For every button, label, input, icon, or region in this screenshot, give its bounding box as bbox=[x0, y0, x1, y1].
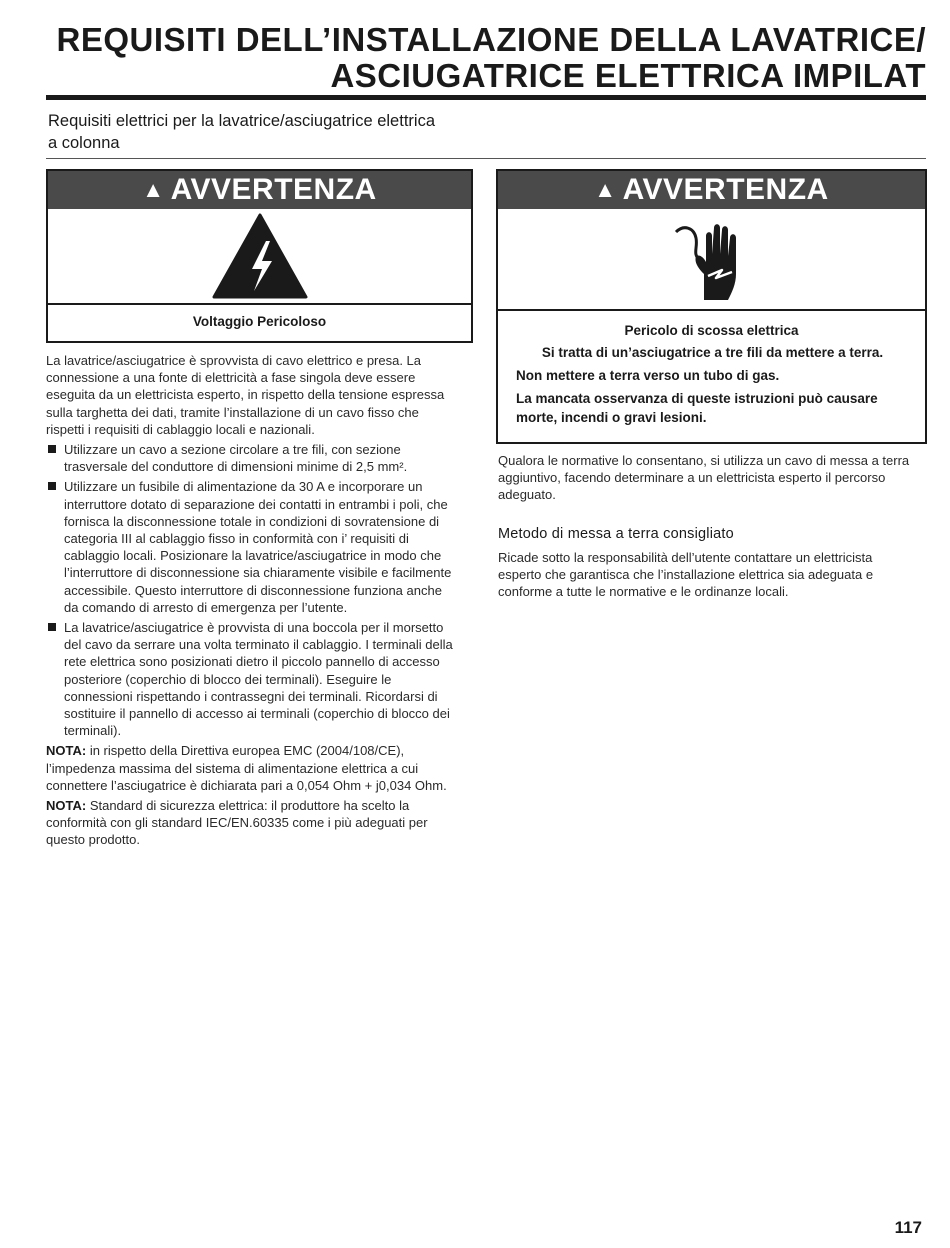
section-paragraph: Ricade sotto la responsabilità dell’utente contattare un elettricista esperto che garantisca che l’installazione elettrica sia adeguata e conforme a tutte le normative e le ordinanze locali. bbox=[498, 549, 874, 600]
warning-line: Si tratta di un’asciugatrice a tre fili da mettere a terra. bbox=[541, 345, 884, 360]
page-number: 117 bbox=[894, 1218, 922, 1237]
intro-paragraph: Qualora le normative lo consentano, si utilizza un cavo di messa a terra aggiuntivo, facendo determinare a un elettricista esperto il percorso adeguato. bbox=[498, 453, 910, 503]
list-item-text: Utilizzare un fusibile di alimentazione da 30 A e incorporare un interruttore dotato di separazione dei contatti in entrambi i poli, che fornisca la disconnessione totale in condizioni di sovratensione di categoria III al cablaggio fisso in conformità con i’ requisiti di cablaggio locali. Posizionare la lavatrice/asciugatrice in modo che l’interruttore di disconnessione sia chiaramente visibile e facilmente accessibile. Questo interruttore di disconnessione funziona anche da comando di arresto di emergenza per l’utente. bbox=[64, 479, 452, 615]
list-item-text: La lavatrice/asciugatrice è provvista di una boccola per il morsetto del cavo da serrare una volta terminato il cablaggio. I terminali della rete elettrica sono posizionati dietro il piccolo pannello di accesso posteriore (coperchio di blocco dei terminali). Eseguire le connessioni rispettando i contrassegni dei terminali. Ricordarsi di sostituire il pannello di accesso ai terminali (coperchio di blocco dei terminali). bbox=[64, 620, 453, 739]
warning-header bbox=[498, 171, 925, 209]
page-title-line-1: REQUISITI DELL’INSTALLAZIONE DELLA LAVATRICE/ bbox=[56, 21, 926, 58]
section-subtitle bbox=[48, 110, 435, 154]
warning-instructions bbox=[498, 343, 925, 439]
note-paragraph bbox=[46, 797, 458, 849]
note-text: in rispetto della Direttiva europea EMC (2004/108/CE), l’impedenza massima del sistema di alimentazione elettrica a cui connettere l’asciugatrice è dichiarata pari a 0,054 Ohm + j0,034 Ohm. bbox=[46, 743, 447, 793]
note-label: NOTA: bbox=[46, 798, 87, 814]
warning-box-voltage bbox=[46, 169, 473, 343]
warning-line: Non mettere a terra verso un tubo di gas. bbox=[516, 368, 780, 383]
list-item-text: Utilizzare un cavo a sezione circolare a tre fili, con sezione trasversale del conduttore di dimensioni minime di 2,5 mm². bbox=[64, 442, 408, 475]
warning-triangle-icon: ▲ bbox=[142, 177, 165, 202]
bullet-square-icon bbox=[48, 482, 56, 490]
electric-shock-hand-icon bbox=[498, 209, 925, 309]
subtitle-line-2: a colonna bbox=[48, 134, 120, 152]
warning-header bbox=[48, 171, 471, 209]
warning-triangle-icon: ▲ bbox=[594, 177, 617, 202]
note-paragraph bbox=[46, 742, 458, 794]
right-column-text bbox=[498, 452, 918, 603]
list-item bbox=[46, 619, 458, 739]
list-item bbox=[46, 478, 458, 616]
section-heading: Metodo di messa a terra consigliato bbox=[498, 525, 734, 542]
warning-heading: AVVERTENZA bbox=[622, 173, 829, 206]
warning-caption: Pericolo di scossa elettrica bbox=[624, 323, 799, 338]
subtitle-rule bbox=[46, 158, 926, 159]
bullet-square-icon bbox=[48, 623, 56, 631]
bullet-square-icon bbox=[48, 445, 56, 453]
intro-paragraph: La lavatrice/asciugatrice è sprovvista di cavo elettrico e presa. La connessione a una fonte di elettricità a fase singola deve essere eseguita da un elettricista esperto, in rispetto della tensione espressa sulla targhetta dei dati, tramite l’installazione di un cavo fisso che rispetti i requisiti di cablaggio locali e nazionali. bbox=[46, 353, 445, 437]
page-title-line-2: ASCIUGATRICE ELETTRICA IMPILAT bbox=[330, 57, 926, 94]
note-label: NOTA: bbox=[46, 743, 87, 759]
warning-heading: AVVERTENZA bbox=[170, 173, 377, 206]
page-title bbox=[57, 22, 926, 94]
high-voltage-triangle-icon bbox=[48, 209, 471, 303]
warning-line: La mancata osservanza di queste istruzioni può causare morte, incendi o gravi lesioni. bbox=[516, 391, 878, 425]
note-text: Standard di sicurezza elettrica: il produttore ha scelto la conformità con gli standard IEC/EN.60335 come i più adeguati per questo prodotto. bbox=[46, 798, 428, 848]
warning-box-shock bbox=[496, 169, 927, 444]
subtitle-line-1: Requisiti elettrici per la lavatrice/asciugatrice elettrica bbox=[48, 112, 435, 130]
title-rule bbox=[46, 95, 926, 100]
list-item bbox=[46, 441, 458, 475]
left-column-text bbox=[46, 352, 458, 852]
warning-caption: Voltaggio Pericoloso bbox=[192, 314, 327, 329]
